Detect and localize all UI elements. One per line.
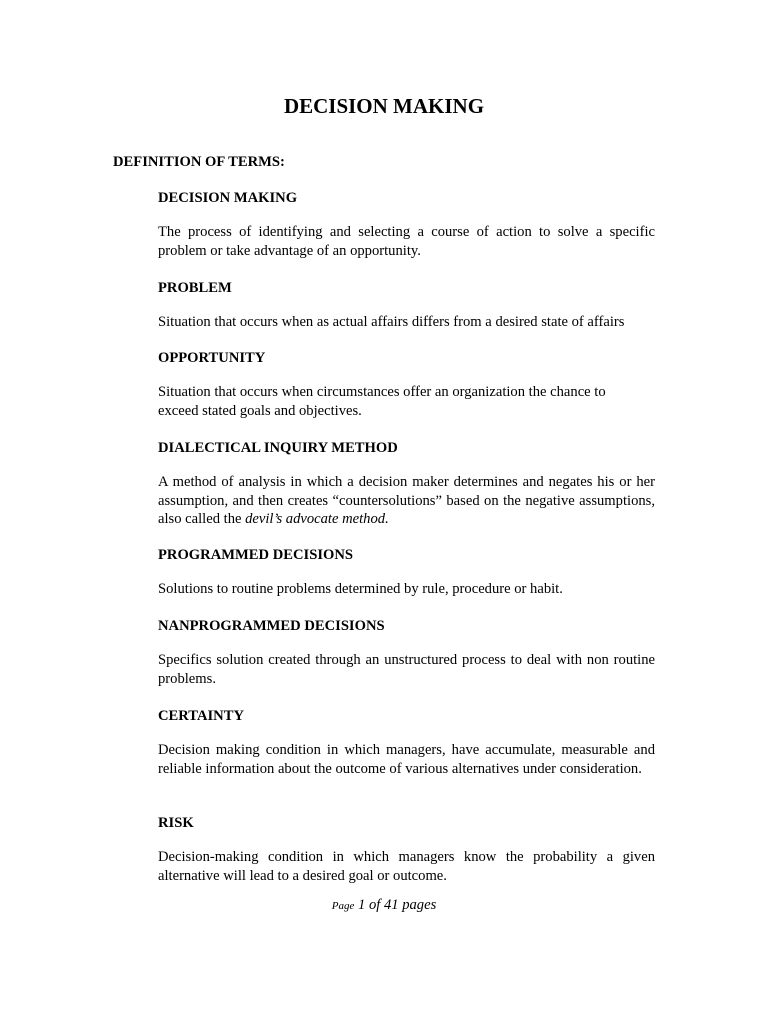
term-definition: Situation that occurs when as actual affairs differs from a desired state of affairs <box>158 314 625 330</box>
term-definition: Decision making condition in which managers, have accumulate, measurable and reliable information about the outcome of various alternatives under consideration. <box>158 742 655 777</box>
document-title: DECISION MAKING <box>283 94 485 118</box>
term-risk <box>158 813 655 885</box>
term-opportunity <box>158 348 655 420</box>
term-definition: Situation that occurs when circumstances offer an organization the chance to exceed stated goals and objectives. <box>158 384 606 419</box>
section-heading: DEFINITION OF TERMS: <box>113 154 285 170</box>
term-certainty <box>158 706 655 778</box>
term-problem <box>158 278 655 332</box>
term-nanprogrammed-decisions <box>158 616 655 688</box>
term-heading: PROBLEM <box>158 280 232 296</box>
term-definition: The process of identifying and selecting a course of action to solve a specific problem or take advantage of an opportunity. <box>158 224 655 259</box>
term-heading: OPPORTUNITY <box>158 350 266 366</box>
term-programmed-decisions <box>158 545 655 599</box>
term-decision-making <box>158 188 655 260</box>
term-definition: Specifics solution created through an unstructured process to deal with non routine problems. <box>158 652 655 687</box>
term-heading: PROGRAMMED DECISIONS <box>158 547 353 563</box>
term-definition-text: A method of analysis in which a decision maker determines and negates his or her assumption, and then creates “countersolutions” based on the negative assumptions, also called the <box>158 474 655 528</box>
page-label: Page <box>331 900 355 912</box>
page-footer <box>0 895 768 916</box>
term-heading: DIALECTICAL INQUIRY METHOD <box>158 440 398 456</box>
term-dialectical-inquiry-method <box>158 438 655 529</box>
term-definition-emphasis: devil’s advocate method. <box>245 511 389 528</box>
page-number: 1 of 41 pages <box>354 897 437 913</box>
term-heading: NANPROGRAMMED DECISIONS <box>158 618 385 634</box>
term-heading: CERTAINTY <box>158 708 244 724</box>
term-definition: Decision-making condition in which managers know the probability a given alternative will lead to a desired goal or outcome. <box>158 849 655 884</box>
term-definition <box>158 473 655 529</box>
term-heading: RISK <box>158 815 194 831</box>
term-heading: DECISION MAKING <box>158 190 298 206</box>
term-definition: Solutions to routine problems determined by rule, procedure or habit. <box>158 581 563 597</box>
